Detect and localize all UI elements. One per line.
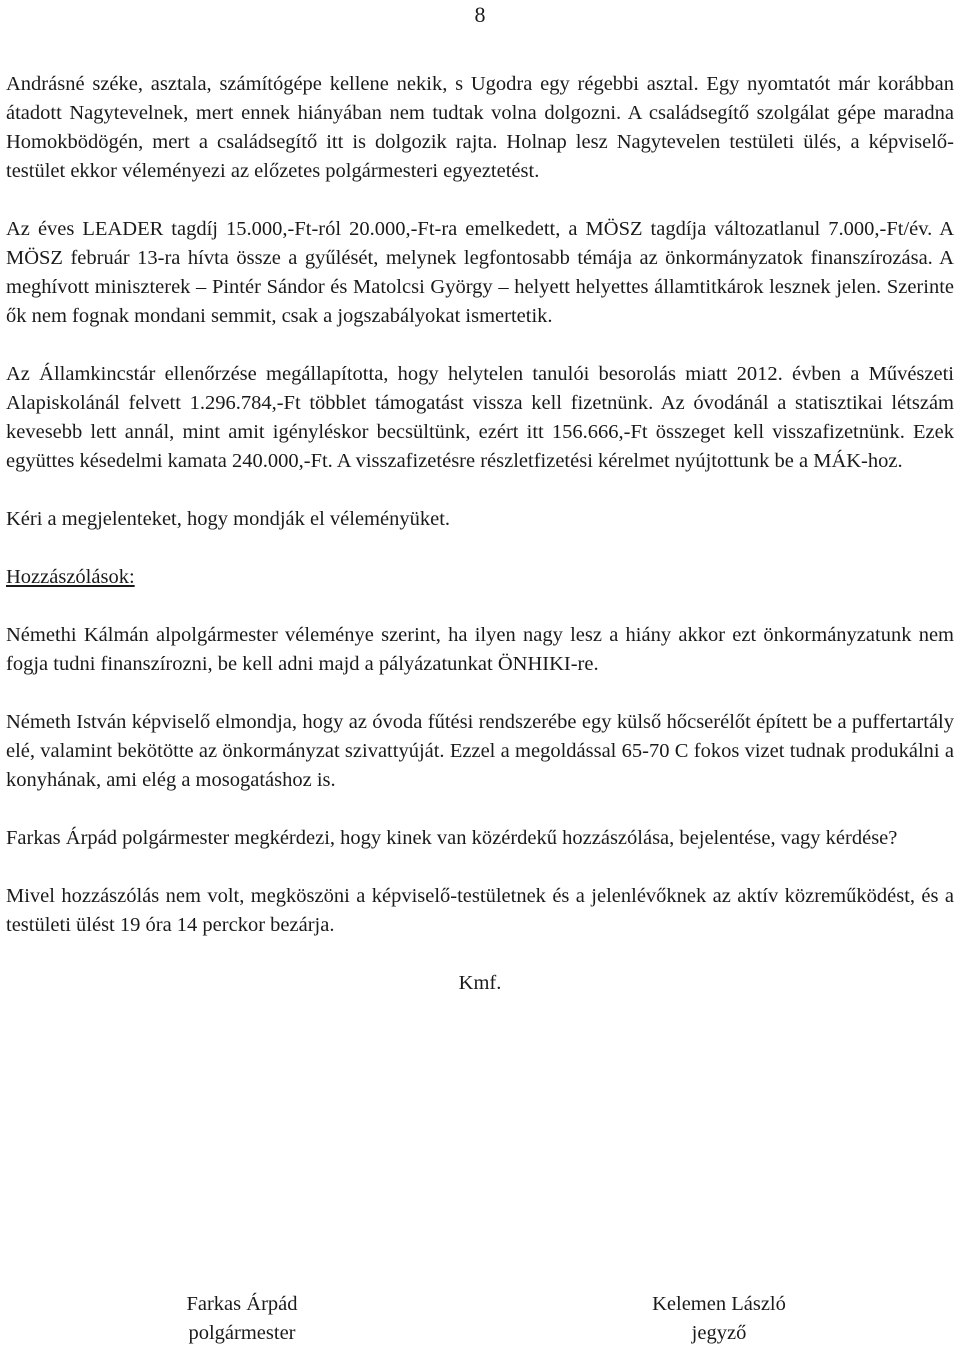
signature-notary-name: Kelemen László (652, 1293, 786, 1315)
signature-mayor (122, 1290, 362, 1348)
kmf-mark: Kmf. (458, 972, 502, 994)
paragraph-treasury-audit: Az Államkincstár ellenőrzése megállapította, hogy helytelen tanulói besorolás miatt 2012. évben a Művészeti Alapiskolánál felvett 1.296.784,-Ft többlet támogatást vissza kell fizetnünk. Az óvodánál a statisztikai létszám kevesebb lett annál, mint amit igényléskor becsültünk, ezért itt 156.666,-Ft összeget kell visszafizetnünk. Ezek együttes késedelmi kamata 240.000,-Ft. A visszafizetésre részletfizetési kérelmet nyújtottunk be a MÁK-hoz. (6, 363, 954, 472)
comment-closing: Mivel hozzászólás nem volt, megköszöni a képviselő-testületnek és a jelenlévőknek az aktív közreműködést, és a testületi ülést 19 óra 14 perckor bezárja. (6, 885, 954, 936)
document-body (6, 70, 954, 1019)
paragraph-request-opinions: Kéri a megjelenteket, hogy mondják el véleményüket. (6, 508, 451, 530)
comment-nemeth: Németh István képviselő elmondja, hogy az óvoda fűtési rendszerébe egy külső hőcserélőt épített be a puffertartály elé, valamint bekötötte az önkormányzat szivattyúját. Ezzel a megoldással 65-70 C fokos vizet tudnak produkálni a konyhának, ami elég a mosogatáshoz is. (6, 711, 954, 791)
paragraph-membership-fees: Az éves LEADER tagdíj 15.000,-Ft-ról 20.000,-Ft-ra emelkedett, a MÖSZ tagdíja változatlanul 7.000,-Ft/év. A MÖSZ február 13-ra hívta össze a gyűlését, melynek legfontosabb témája az önkormányzatok finanszírozása. A meghívott miniszterek – Pintér Sándor és Matolcsi György – helyett helyettes államtitkárok lesznek jelen. Szerinte ők nem fognak mondani semmit, csak a jogszabályokat ismertetik. (6, 218, 954, 327)
comments-heading: Hozzászólások: (6, 566, 135, 588)
signature-notary (599, 1290, 839, 1348)
comment-nemethi: Némethi Kálmán alpolgármester véleménye szerint, ha ilyen nagy lesz a hiány akkor ezt önkormányzatunk nem fogja tudni finanszírozni, be kell adni majd a pályázatunkat ÖNHIKI-re. (6, 624, 954, 675)
signature-mayor-name: Farkas Árpád (186, 1293, 298, 1315)
comment-farkas: Farkas Árpád polgármester megkérdezi, hogy kinek van közérdekű hozzászólása, bejelentése, vagy kérdése? (6, 827, 898, 849)
signature-notary-title: jegyző (691, 1322, 747, 1344)
signature-mayor-title: polgármester (188, 1322, 296, 1344)
paragraph-office-equipment: Andrásné széke, asztala, számítógépe kellene nekik, s Ugodra egy régebbi asztal. Egy nyomtatót már korábban átadott Nagytevelnek, mert ennek hiányában nem tudtak volna dolgozni. A családsegítő szolgálat gépe maradna Homokbödögén, mert a családsegítő itt is dolgozik rajta. Holnap lesz Nagytevelen testületi ülés, a képviselő-testület ekkor véleményezi az előzetes polgármesteri egyeztetést. (6, 73, 954, 182)
page-number: 8 (474, 2, 486, 27)
